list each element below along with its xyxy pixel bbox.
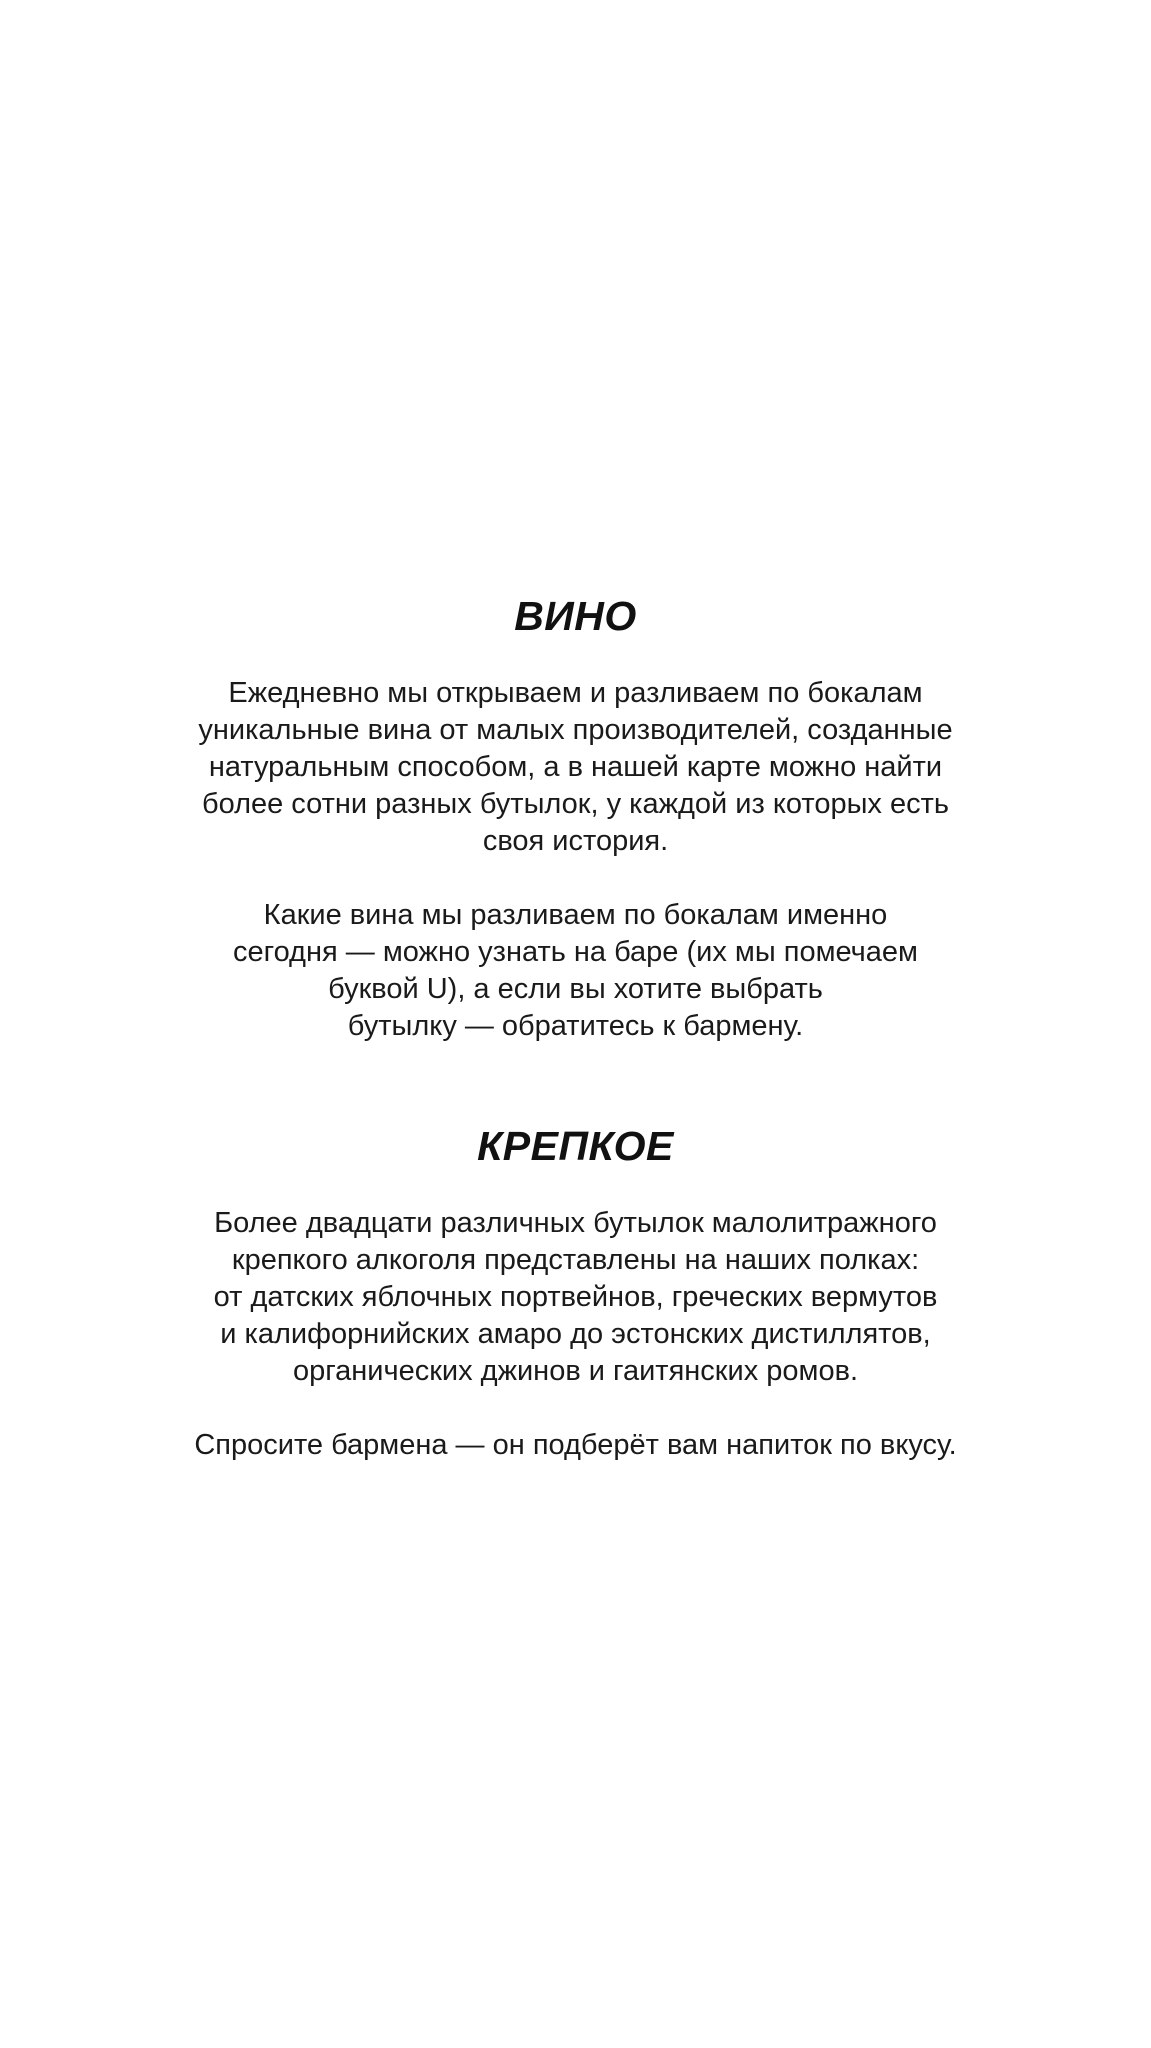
spirits-paragraph-2 bbox=[0, 1427, 1151, 1464]
section-title-wine: ВИНО bbox=[514, 593, 637, 639]
text-line: органических джинов и гаитянских ромов. bbox=[292, 1355, 859, 1387]
wine-paragraph-2 bbox=[0, 897, 1151, 1045]
content bbox=[0, 588, 1151, 1464]
wine-paragraph-1 bbox=[0, 675, 1151, 860]
text-line: своя история. bbox=[482, 825, 669, 857]
text-line: Ежедневно мы открываем и разливаем по бокалам bbox=[228, 677, 923, 709]
text-line: и калифорнийских амаро до эстонских дистиллятов, bbox=[220, 1318, 931, 1350]
wine-section bbox=[0, 588, 1151, 1045]
text-line: Какие вина мы разливаем по бокалам именно bbox=[263, 899, 888, 931]
section-title-spirits: КРЕПКОЕ bbox=[477, 1123, 674, 1169]
text-line: Более двадцати различных бутылок малолитражного bbox=[214, 1207, 937, 1239]
text-line: крепкого алкоголя представлены на наших полках: bbox=[231, 1244, 920, 1276]
text-line: Спросите бармена — он подберёт вам напиток по вкусу. bbox=[194, 1429, 957, 1461]
text-line: от датских яблочных портвейнов, греческих вермутов bbox=[213, 1281, 938, 1313]
spirits-paragraph-1 bbox=[0, 1205, 1151, 1390]
text-line: более сотни разных бутылок, у каждой из которых есть bbox=[201, 788, 950, 820]
text-line: натуральным способом, а в нашей карте можно найти bbox=[208, 751, 943, 783]
spirits-section bbox=[0, 1118, 1151, 1464]
text-line: буквой U), а если вы хотите выбрать bbox=[328, 973, 823, 1005]
text-line: уникальные вина от малых производителей, созданные bbox=[198, 714, 953, 746]
text-line: сегодня — можно узнать на баре (их мы помечаем bbox=[233, 936, 918, 968]
text-line: бутылку — обратитесь к бармену. bbox=[347, 1010, 804, 1042]
